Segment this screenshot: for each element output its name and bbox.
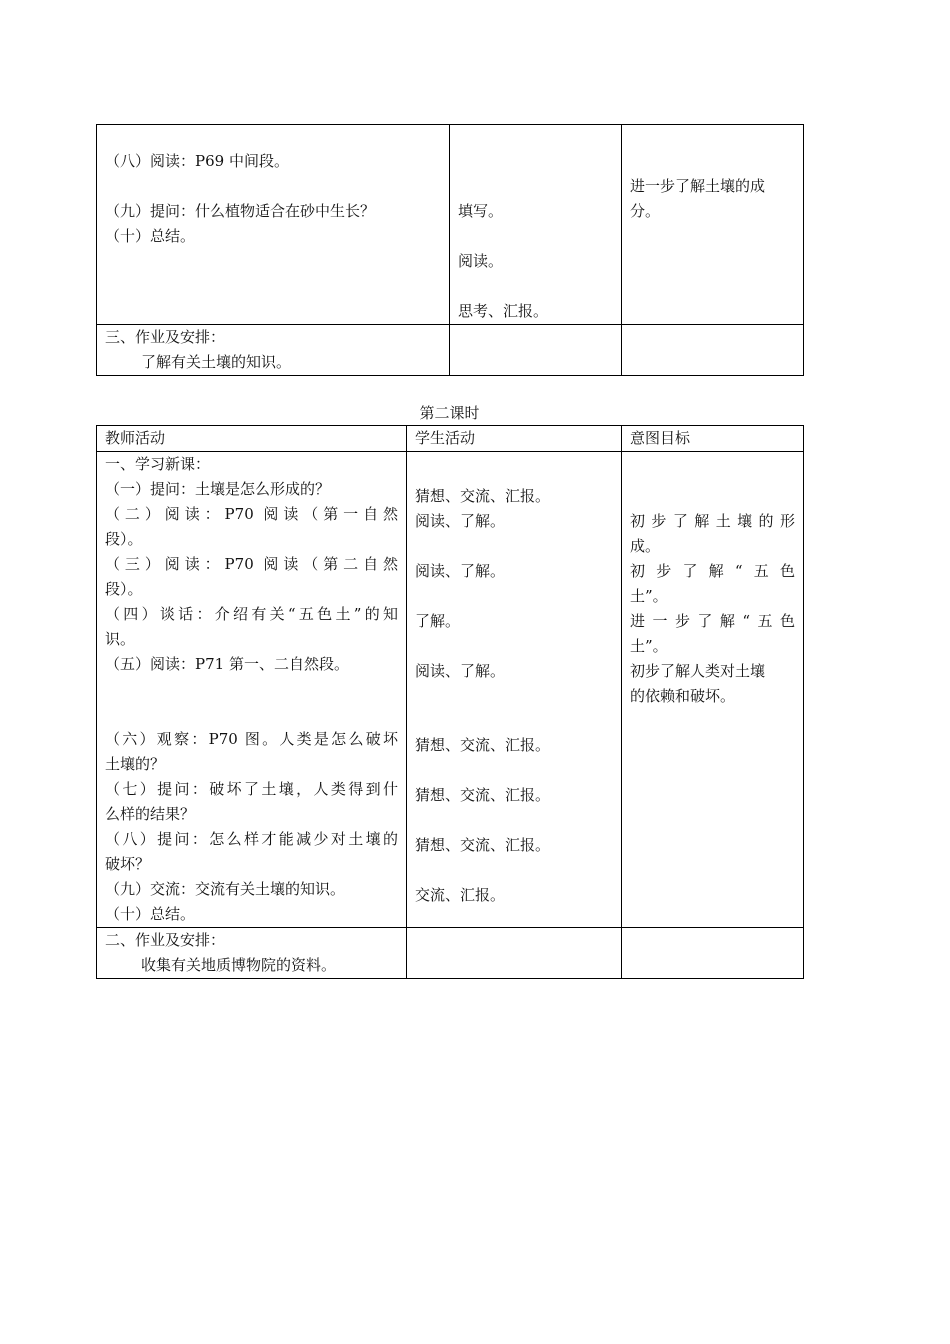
table-row [97, 928, 804, 979]
lesson-table-1 [96, 124, 804, 376]
teacher-step-3: （三）阅读：P70 阅读（第二自然 [105, 555, 398, 573]
student-item: 了解。 [415, 612, 461, 630]
goal-cell [622, 325, 804, 376]
homework-text: 收集有关地质博物院的资料。 [141, 956, 337, 974]
student-item: 阅读。 [458, 252, 504, 270]
homework-heading: 三、作业及安排： [105, 328, 226, 346]
teacher-step-5: （五）阅读：P71 第一、二自然段。 [105, 655, 349, 673]
goal-cell [622, 928, 804, 979]
student-activity-cell [407, 452, 622, 928]
student-item: 阅读、了解。 [415, 662, 506, 680]
student-item: 猜想、交流、汇报。 [415, 836, 551, 854]
goal-item: 分。 [630, 202, 661, 220]
goal-item: 初步了解人类对土壤 [630, 662, 766, 680]
student-item: 阅读、了解。 [415, 562, 506, 580]
teacher-step-7: （七）提问：破坏了土壤，人类得到什 [105, 780, 398, 798]
teacher-step-4: （四）谈话：介绍有关“五色土”的知 [105, 605, 398, 623]
student-activity-cell [450, 125, 622, 325]
student-activity-cell [450, 325, 622, 376]
teacher-step-8-cont: 破坏？ [105, 855, 151, 873]
teacher-step-6: （六）观察：P70 图。人类是怎么破坏 [105, 730, 398, 748]
homework-heading: 二、作业及安排： [105, 931, 226, 949]
teacher-activity-cell [97, 125, 450, 325]
student-item: 思考、汇报。 [458, 302, 549, 320]
goal-item: 进一步了解土壤的成 [630, 177, 766, 195]
student-item: 交流、汇报。 [415, 886, 506, 904]
header-student: 学生活动 [407, 426, 622, 452]
teacher-step-7-cont: 么样的结果？ [105, 805, 196, 823]
teacher-step-9: （九）提问：什么植物适合在砂中生长？ [105, 202, 376, 220]
teacher-step-8: （八）提问：怎么样才能减少对土壤的 [105, 830, 398, 848]
goal-item: 成。 [630, 537, 661, 555]
teacher-step-4-cont: 识。 [105, 630, 136, 648]
goal-cell [622, 125, 804, 325]
teacher-step-10: （十）总结。 [105, 905, 196, 923]
teacher-activity-cell [97, 452, 407, 928]
teacher-step-3-cont: 段）。 [105, 580, 143, 598]
goal-cell [622, 452, 804, 928]
goal-item: 的依赖和破坏。 [630, 687, 736, 705]
table-row [97, 325, 804, 376]
goal-item: 初步了解“五色 [630, 562, 795, 580]
lesson-table-2 [96, 425, 804, 979]
goal-item: 进一步了解“五色 [630, 612, 795, 630]
homework-cell [97, 928, 407, 979]
teacher-step-6-cont: 土壤的？ [105, 755, 166, 773]
student-activity-cell [407, 928, 622, 979]
goal-item: 土”。 [630, 587, 668, 605]
student-item: 阅读、了解。 [415, 512, 506, 530]
table-row [97, 452, 804, 928]
teacher-step-2: （二）阅读：P70 阅读（第一自然 [105, 505, 398, 523]
teacher-step-10: （十）总结。 [105, 227, 196, 245]
student-item: 猜想、交流、汇报。 [415, 487, 551, 505]
teacher-step-9: （九）交流：交流有关土壤的知识。 [105, 880, 346, 898]
goal-item: 初步了解土壤的形 [630, 512, 795, 530]
teacher-step-8: （八）阅读：P69 中间段。 [105, 152, 289, 170]
teacher-step-2-cont: 段）。 [105, 530, 143, 548]
table-row [97, 125, 804, 325]
section-caption: 第二课时 [419, 404, 480, 422]
header-goal: 意图目标 [622, 426, 804, 452]
goal-item: 土”。 [630, 637, 668, 655]
student-item: 猜想、交流、汇报。 [415, 786, 551, 804]
header-teacher: 教师活动 [97, 426, 407, 452]
teacher-step-1: （一）提问：土壤是怎么形成的？ [105, 480, 331, 498]
teacher-heading: 一、学习新课： [105, 455, 211, 473]
student-item: 猜想、交流、汇报。 [415, 736, 551, 754]
homework-text: 了解有关土壤的知识。 [141, 353, 292, 371]
table-header-row [97, 426, 804, 452]
homework-cell [97, 325, 450, 376]
student-item: 填写。 [458, 202, 504, 220]
